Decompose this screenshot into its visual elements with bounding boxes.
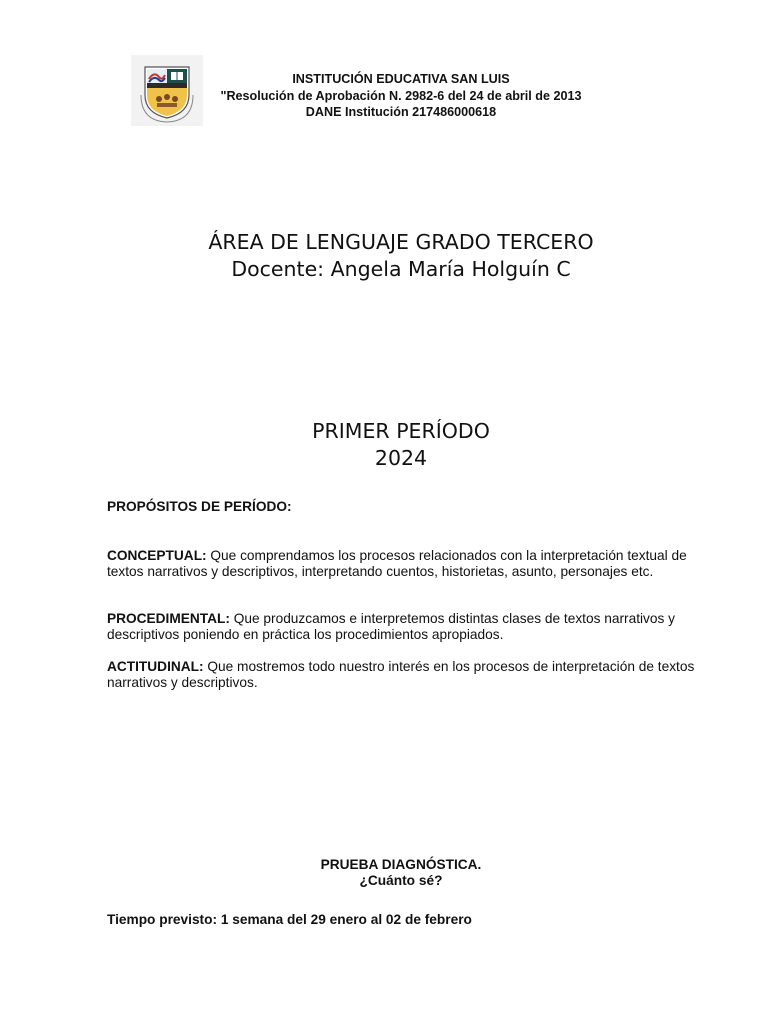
procedimental-text: Que produzcamos e interpretemos distintas clases de textos narrativos y descriptivos poniendo en práctica los procedimientos apropiados. [107, 611, 675, 642]
actitudinal-purpose [107, 659, 697, 691]
purposes-title: PROPÓSITOS DE PERÍODO: [107, 499, 292, 514]
period-heading [0, 418, 768, 472]
institution-name: INSTITUCIÓN EDUCATIVA SAN LUIS [292, 72, 510, 86]
institution-header [200, 71, 602, 121]
test-title: PRUEBA DIAGNÓSTICA. [320, 857, 482, 872]
planned-time: Tiempo previsto: 1 semana del 29 enero al 02 de febrero [107, 912, 472, 927]
test-subtitle: ¿Cuánto sé? [359, 873, 443, 888]
procedimental-label: PROCEDIMENTAL: [107, 611, 230, 626]
dane-code: DANE Institución 217486000618 [305, 105, 497, 119]
area-heading [0, 229, 768, 283]
actitudinal-label: ACTITUDINAL: [107, 659, 204, 674]
school-crest-icon [131, 55, 203, 126]
area-title: ÁREA DE LENGUAJE GRADO TERCERO [208, 230, 594, 254]
procedimental-purpose [107, 611, 697, 643]
diagnostic-test-heading [200, 857, 602, 889]
actitudinal-text: Que mostremos todo nuestro interés en los procesos de interpretación de textos narrativos y descriptivos. [107, 659, 695, 690]
conceptual-label: CONCEPTUAL: [107, 548, 207, 563]
period-year: 2024 [374, 446, 428, 470]
approval-resolution: "Resolución de Aprobación N. 2982-6 del 24 de abril de 2013 [220, 88, 582, 103]
teacher-name: Docente: Angela María Holguín C [231, 257, 571, 281]
conceptual-purpose [107, 548, 697, 580]
conceptual-text: Que comprendamos los procesos relacionados con la interpretación textual de textos narrativos y descriptivos, interpretando cuentos, historietas, asunto, personajes etc. [107, 548, 687, 579]
period-name: PRIMER PERÍODO [312, 419, 490, 443]
